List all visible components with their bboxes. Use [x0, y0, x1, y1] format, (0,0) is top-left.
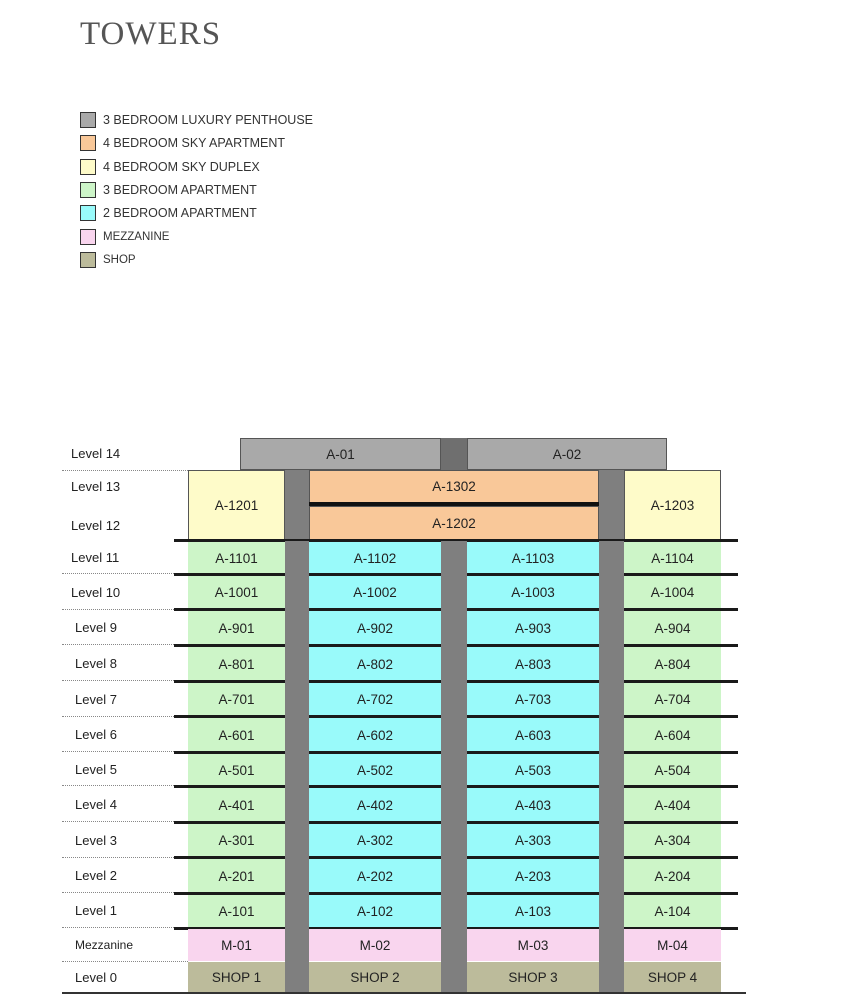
legend-swatch	[80, 112, 96, 128]
unit-cell: A-901	[188, 610, 285, 646]
unit-cell: A-902	[309, 610, 441, 646]
legend-label: 3 BEDROOM LUXURY PENTHOUSE	[103, 113, 314, 127]
unit-cell: A-1104	[624, 541, 721, 575]
unit-cell: A-1201	[188, 470, 285, 541]
unit-cell: A-1102	[309, 541, 441, 575]
legend-swatch	[80, 205, 96, 221]
legend-swatch	[80, 182, 96, 198]
unit-cell: A-402	[309, 787, 441, 823]
level-label: Level 3	[62, 823, 188, 858]
unit-cell: A-202	[309, 858, 441, 894]
page-title: TOWERS	[80, 16, 222, 52]
unit-cell: A-104	[624, 894, 721, 929]
unit-cell: M-03	[467, 929, 599, 961]
unit-cell: A-401	[188, 787, 285, 823]
unit-cell: A-802	[309, 646, 441, 682]
penthouse-core	[441, 438, 467, 470]
unit-cell: A-604	[624, 717, 721, 753]
legend-item-2-bedroom	[80, 203, 257, 223]
legend-swatch	[80, 229, 96, 245]
unit-cell: A-1103	[467, 541, 599, 575]
unit-cell: A-1002	[309, 575, 441, 610]
level-label: Level 6	[62, 717, 188, 752]
unit-cell: A-103	[467, 894, 599, 929]
unit-cell: A-904	[624, 610, 721, 646]
unit-cell: A-201	[188, 858, 285, 894]
legend-label: 4 BEDROOM SKY APARTMENT	[103, 136, 285, 150]
level-label: Level 7	[62, 682, 188, 717]
unit-cell: A-602	[309, 717, 441, 753]
legend-swatch	[80, 135, 96, 151]
unit-cell: A-702	[309, 682, 441, 717]
unit-cell: A-02	[467, 438, 667, 470]
unit-cell: A-503	[467, 753, 599, 787]
unit-cell: A-1001	[188, 575, 285, 610]
unit-cell: A-1302	[309, 470, 599, 503]
unit-cell: A-404	[624, 787, 721, 823]
legend-item-sky-duplex	[80, 157, 260, 177]
unit-cell: A-302	[309, 823, 441, 858]
legend-item-penthouse	[80, 110, 313, 130]
unit-cell: A-301	[188, 823, 285, 858]
unit-cell: A-304	[624, 823, 721, 858]
legend-item-sky-apartment	[80, 133, 285, 153]
unit-cell: M-04	[624, 929, 721, 961]
level-label: Level 13	[71, 478, 121, 494]
unit-cell: A-1003	[467, 575, 599, 610]
unit-cell: A-102	[309, 894, 441, 929]
level-label: Level 1	[62, 894, 188, 928]
unit-cell: A-903	[467, 610, 599, 646]
legend-item-3-bedroom	[80, 180, 257, 200]
unit-cell: A-603	[467, 717, 599, 753]
unit-cell: A-203	[467, 858, 599, 894]
unit-cell: A-601	[188, 717, 285, 753]
level-label: Level 12	[71, 517, 121, 533]
level-label: Mezzanine	[62, 929, 188, 962]
level-label: Level 14	[62, 437, 188, 471]
unit-cell: A-1004	[624, 575, 721, 610]
legend-label: SHOP	[103, 254, 136, 266]
unit-cell: A-804	[624, 646, 721, 682]
unit-cell: A-703	[467, 682, 599, 717]
legend-label: 3 BEDROOM APARTMENT	[103, 183, 257, 197]
core-right	[599, 541, 624, 992]
unit-cell: A-403	[467, 787, 599, 823]
level-label: Level 2	[62, 858, 188, 893]
legend-item-shop	[80, 250, 136, 270]
core-right	[599, 470, 624, 541]
unit-cell: SHOP 2	[309, 962, 441, 992]
unit-cell: A-1101	[188, 541, 285, 575]
unit-cell: A-502	[309, 753, 441, 787]
unit-cell: A-501	[188, 753, 285, 787]
unit-cell: A-1203	[624, 470, 721, 541]
core-center	[441, 541, 467, 992]
legend-label: MEZZANINE	[103, 231, 170, 243]
level-label: Level 5	[62, 753, 188, 786]
unit-cell: A-303	[467, 823, 599, 858]
unit-cell: A-204	[624, 858, 721, 894]
legend-label: 2 BEDROOM APARTMENT	[103, 206, 257, 220]
unit-cell: SHOP 4	[624, 962, 721, 992]
unit-cell: A-803	[467, 646, 599, 682]
core-left	[285, 541, 309, 992]
unit-cell: A-801	[188, 646, 285, 682]
level-label: Level 0	[75, 969, 117, 985]
level-label: Level 10	[62, 575, 188, 610]
unit-cell: A-101	[188, 894, 285, 929]
legend-item-mezzanine	[80, 227, 169, 247]
level-label: Level 8	[62, 646, 188, 681]
unit-cell: A-1202	[309, 506, 599, 541]
core-left	[285, 470, 309, 541]
legend-swatch	[80, 252, 96, 268]
unit-cell: SHOP 3	[467, 962, 599, 992]
unit-cell: M-02	[309, 929, 441, 961]
unit-cell: A-704	[624, 682, 721, 717]
legend-label: 4 BEDROOM SKY DUPLEX	[103, 160, 260, 174]
unit-cell: A-701	[188, 682, 285, 717]
level-label: Level 9	[62, 610, 188, 645]
level-label: Level 4	[62, 787, 188, 822]
unit-cell: A-01	[240, 438, 441, 470]
level-label: Level 11	[62, 541, 188, 574]
unit-cell: A-504	[624, 753, 721, 787]
legend-swatch	[80, 159, 96, 175]
unit-cell: SHOP 1	[188, 962, 285, 992]
unit-cell: M-01	[188, 929, 285, 961]
